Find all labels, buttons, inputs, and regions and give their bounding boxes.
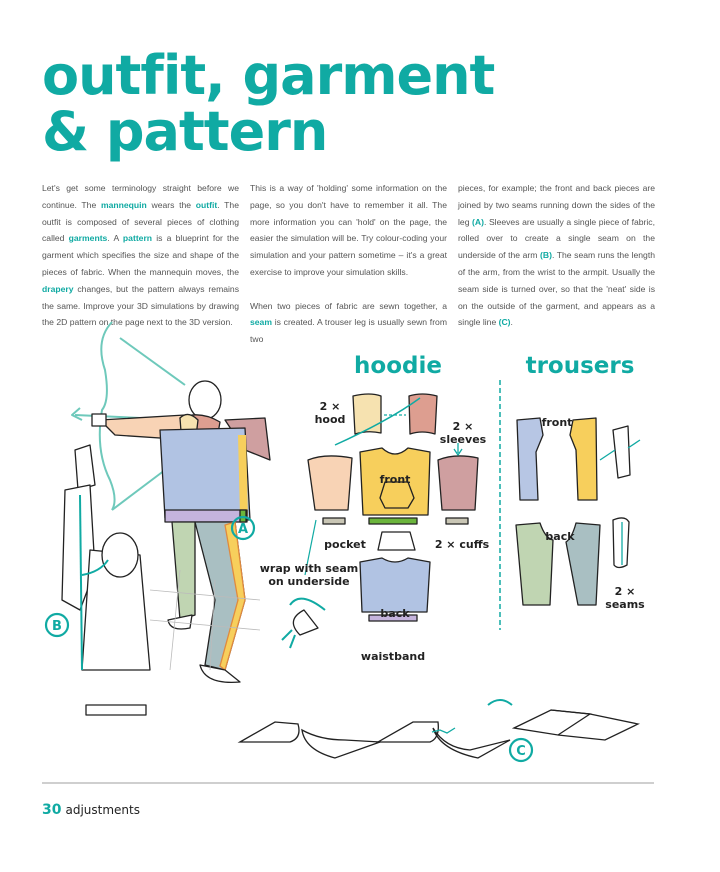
keyword: outfit	[195, 199, 218, 210]
svg-text:front: front	[379, 473, 411, 486]
svg-text:front: front	[541, 416, 573, 429]
keyword: seam	[250, 317, 272, 328]
cuff-right	[446, 518, 468, 524]
keyword: (B)	[540, 250, 552, 261]
keyword: pattern	[122, 233, 153, 244]
trousers-pattern	[516, 418, 640, 605]
svg-text:C: C	[516, 744, 526, 759]
sleeve-left-piece	[308, 456, 352, 510]
hood-right-piece	[409, 394, 437, 434]
seam-sequence	[240, 700, 638, 758]
svg-text:back: back	[380, 607, 410, 620]
svg-text:2 ×: 2 ×	[614, 585, 636, 598]
footer-divider	[42, 782, 654, 784]
paragraph: Let's get some terminology straight before we continue. The mannequin wears the outfit. The outfit is composed of several pieces of clothing called garments. A pattern is a blueprint for the garment which specifies the size and shape of the pieces of fabric. When the mannequin moves, the drapery changes, but the pattern always remains the same. Improve your 3D simulations by drawing the 2D pattern on the page next to the 3D version.	[42, 183, 239, 328]
svg-text:A: A	[237, 522, 249, 537]
svg-text:2 ×: 2 ×	[452, 420, 474, 433]
svg-text:2 × cuffs: 2 × cuffs	[434, 538, 490, 551]
hood-left-piece	[353, 394, 381, 434]
page-number: 30	[42, 802, 62, 818]
title-line-2: & pattern	[42, 100, 328, 163]
svg-text:waistband: waistband	[360, 650, 426, 663]
keyword: garments	[68, 233, 108, 244]
svg-text:pocket: pocket	[324, 538, 366, 551]
garment-illustration	[0, 310, 720, 770]
svg-text:B: B	[52, 619, 62, 634]
paragraph: pieces, for example; the front and back pieces are joined by two seams running down the sides of the leg (A). Sleeves are usually a single piece of fabric, rolled over to create a single seam on the underside of the arm (B). The seam runs the length of the arm, from the wrist to the armpit. Usually the seam side is turned over, so that the 'neat' side is on the outside of the garment, and appears as a single line (C).	[458, 183, 655, 328]
marker-b	[46, 614, 68, 636]
paragraph: This is a way of 'holding' some information on the page, so you don't have to remember it all. The more information you can 'hold' on the page, the easier the simulation will be. Try colour-coding your simulation and your pattern sometime – it's a great exercise to improve your simulation skills.	[250, 183, 447, 277]
keyword: drapery	[42, 283, 74, 294]
section-name: adjustments	[65, 803, 140, 817]
svg-text:on underside: on underside	[268, 575, 350, 588]
pocket-piece	[378, 532, 415, 550]
svg-text:hood: hood	[314, 413, 346, 426]
keyword: (C)	[498, 317, 511, 328]
marker-c	[510, 739, 532, 761]
sleeve-right-piece	[438, 456, 478, 510]
svg-text:seams: seams	[605, 598, 645, 611]
page-footer	[42, 802, 140, 818]
keyword: (A)	[472, 216, 484, 227]
title-line-1: outfit, garment	[42, 44, 495, 107]
pocket-band	[369, 518, 417, 524]
hoodie-heading: hoodie	[354, 353, 442, 379]
page-title	[42, 44, 495, 163]
back-piece	[360, 558, 430, 612]
cuff-left	[323, 518, 345, 524]
svg-text:2 ×: 2 ×	[319, 400, 341, 413]
paragraph: When two pieces of fabric are sewn together, a seam is created. A trouser leg is usually sewn from two	[250, 300, 447, 345]
svg-text:back: back	[545, 530, 575, 543]
trousers-heading: trousers	[525, 353, 635, 379]
svg-text:wrap with seam: wrap with seam	[259, 562, 359, 575]
svg-text:sleeves: sleeves	[439, 433, 487, 446]
keyword: mannequin	[100, 199, 147, 210]
